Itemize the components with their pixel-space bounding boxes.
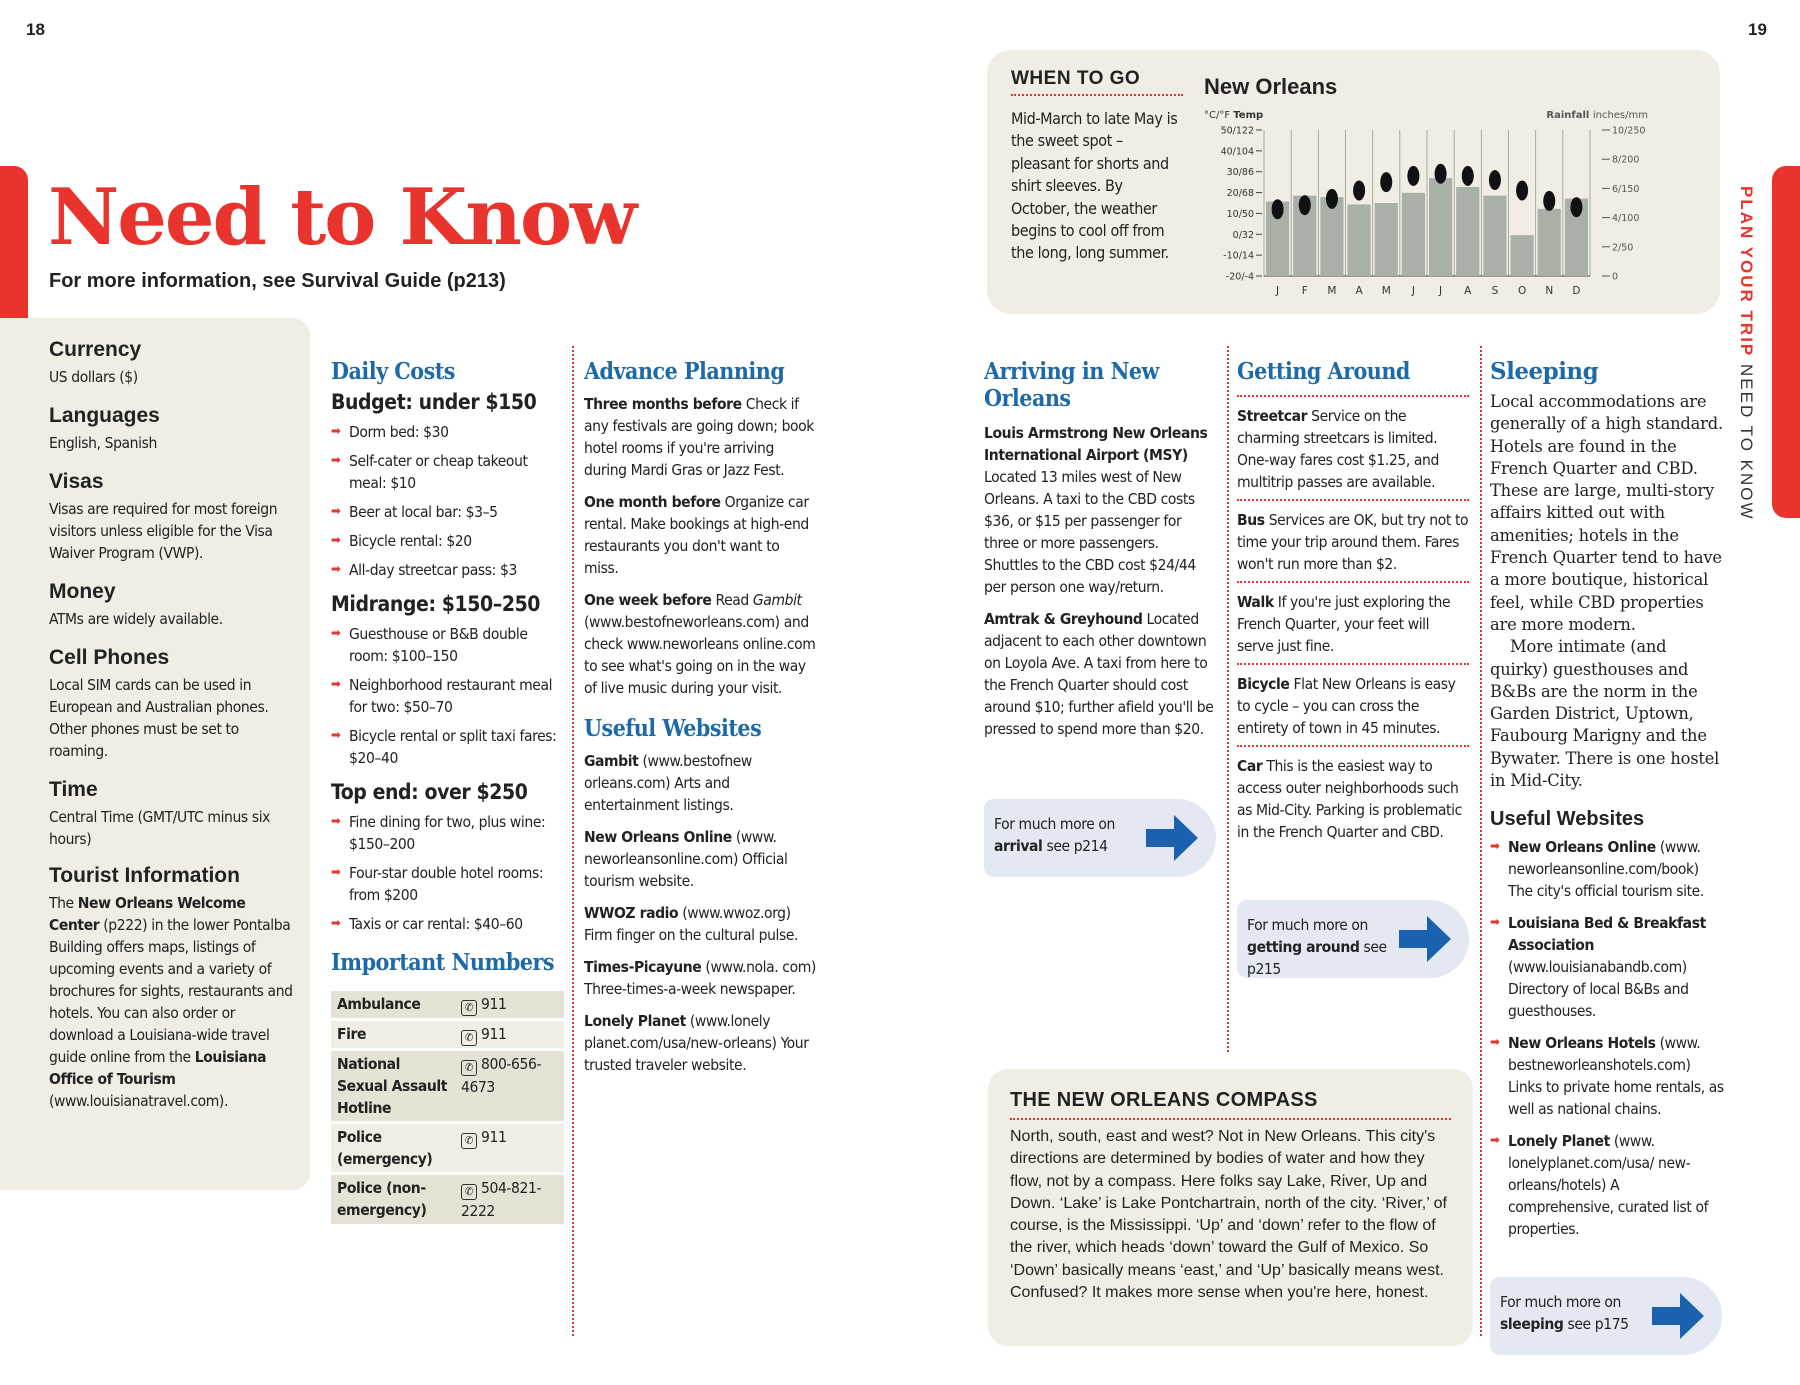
essential-heading: Money — [49, 580, 116, 603]
cost-item: ➡ Taxis or car rental: $40–60 — [331, 913, 561, 935]
essential-text: Central Time (GMT/UTC minus six hours) — [49, 808, 271, 848]
phone-icon: ✆ — [461, 1030, 477, 1046]
temperature-point — [1299, 195, 1311, 215]
rainfall-bar — [1456, 187, 1479, 276]
month-label: O — [1517, 285, 1527, 297]
arriving-heading: Arriving in New Orleans — [984, 358, 1159, 412]
number-row — [331, 991, 564, 1018]
rain-tick-label: 6/150 — [1612, 183, 1640, 195]
cost-item: ➡ Neighborhood restaurant meal for two: $50–70 — [331, 674, 561, 718]
temperature-point — [1516, 180, 1528, 200]
temp-tick-label: 50/122 — [1220, 125, 1254, 137]
number-label: Ambulance — [331, 991, 455, 1018]
transport-item: Car This is the easiest way to access outer neighborhoods such as Mid-City. Parking is problematic in the French Quarter and CBD. — [1237, 757, 1462, 841]
essential-item — [49, 338, 294, 388]
compass-heading: THE NEW ORLEANS COMPASS — [1010, 1089, 1451, 1120]
sleeping-website-item: ➡ New Orleans Hotels (www. bestneworleanshotels.com) Links to private home rentals, as well as national chains. — [1490, 1032, 1724, 1120]
column-divider — [572, 346, 574, 1336]
cost-item: ➡ Beer at local bar: $3–5 — [331, 501, 561, 523]
tourist-info-heading: Tourist Information — [49, 864, 240, 887]
when-to-go-box — [987, 50, 1720, 314]
sleeping-column — [1490, 358, 1724, 1247]
phone-number: 911 — [481, 995, 507, 1013]
essentials-panel — [0, 318, 310, 1190]
phone-icon: ✆ — [461, 1000, 477, 1016]
compass-box — [988, 1069, 1473, 1346]
essential-item — [49, 470, 294, 564]
vertical-section-label — [1732, 186, 1762, 521]
important-numbers-heading: Important Numbers — [331, 949, 555, 976]
cost-item: ➡ Fine dining for two, plus wine: $150–200 — [331, 811, 561, 855]
cost-item: ➡ Dorm bed: $30 — [331, 421, 561, 443]
page-subtitle: For more information, see Survival Guide (p213) — [49, 270, 506, 292]
number-label: Police (emergency) — [331, 1124, 455, 1172]
when-to-go-text: Mid-March to late May is the sweet spot – pleasant for shorts and shirt sleeves. By October, the weather begins to cool off from the long, long summer. — [1011, 109, 1178, 263]
temperature-point — [1272, 199, 1284, 219]
essential-text: Visas are required for most foreign visitors unless eligible for the Visa Waiver Program (VWP). — [49, 500, 278, 562]
month-label: D — [1572, 285, 1581, 297]
temp-tick-label: 20/68 — [1226, 188, 1254, 200]
website-item: Lonely Planet (www.lonely planet.com/usa/new-orleans) Your trusted traveler website. — [584, 1012, 809, 1074]
cost-item: ➡ Bicycle rental or split taxi fares: $20–40 — [331, 725, 561, 769]
tourist-info-text: The New Orleans Welcome Center (p222) in the lower Pontalba Building offers maps, listings of upcoming events and a variety of brochures for sights, restaurants and hotels. You can also order or download a Louisiana-wide travel guide online from the Louisiana Office of Tourism (www.louisianatravel.com). — [49, 894, 293, 1110]
phone-number: 800-656-4673 — [461, 1055, 542, 1096]
essential-heading: Visas — [49, 470, 104, 493]
essential-heading: Languages — [49, 404, 160, 427]
sleeping-more-link[interactable]: For much more on sleeping see p175 — [1490, 1277, 1722, 1355]
advance-planning-heading: Advance Planning — [584, 358, 785, 385]
page-number-left: 18 — [26, 20, 45, 39]
number-cell — [455, 1051, 564, 1121]
temperature-point — [1380, 172, 1392, 192]
getting-around-heading: Getting Around — [1237, 358, 1469, 397]
rain-tick-label: 0 — [1612, 271, 1619, 283]
rain-tick-label: 8/200 — [1612, 154, 1640, 166]
rainfall-bar — [1320, 197, 1343, 276]
number-label: Fire — [331, 1021, 455, 1048]
arrival-item: Louis Armstrong New Orleans International Airport (MSY) Located 13 miles west of New Orleans. A taxi to the CBD costs $36, or $15 per passenger for three or more passengers. Shuttles to the CBD cost $24/44 per person one way/return. — [984, 424, 1208, 596]
advance-planning-column — [584, 358, 816, 1076]
arrow-right-icon — [1399, 916, 1451, 962]
daily-costs-heading: Daily Costs — [331, 358, 455, 385]
website-item: Times-Picayune (www.nola. com) Three-times-a-week newspaper. — [584, 958, 816, 998]
essential-text: ATMs are widely available. — [49, 610, 223, 628]
month-label: J — [1276, 285, 1280, 297]
cost-item: ➡ Guesthouse or B&B double room: $100–150 — [331, 623, 561, 667]
arriving-column — [984, 358, 1214, 740]
month-label: A — [1355, 285, 1363, 297]
essential-item — [49, 646, 294, 762]
rainfall-bar — [1483, 196, 1506, 276]
rainfall-bar — [1429, 178, 1452, 276]
budget-heading: Budget: under $150 — [331, 390, 537, 414]
number-cell — [455, 1021, 564, 1048]
month-label: F — [1301, 285, 1308, 297]
getting-around-more-link[interactable]: For much more on getting around see p215 — [1237, 900, 1469, 978]
rain-tick-label: 4/100 — [1612, 213, 1640, 225]
number-row — [331, 1021, 564, 1048]
number-label: Police (non-emergency) — [331, 1175, 455, 1224]
essential-heading: Cell Phones — [49, 646, 170, 669]
phone-icon: ✆ — [461, 1060, 477, 1076]
temperature-point — [1489, 170, 1501, 190]
arrival-more-link[interactable]: For much more on arrival see p214 — [984, 799, 1216, 877]
essential-item — [49, 580, 294, 630]
number-row — [331, 1124, 564, 1172]
sleeping-website-item: ➡ New Orleans Online (www. neworleansonline.com/book) The city's official tourism site. — [1490, 836, 1724, 902]
month-label: S — [1491, 285, 1499, 297]
transport-item: Bicycle Flat New Orleans is easy to cycle – you can cross the entirety of town in 45 minutes. — [1237, 673, 1469, 747]
number-cell — [455, 1124, 564, 1172]
page-number-right: 19 — [1748, 20, 1767, 39]
essential-heading: Time — [49, 778, 98, 801]
page-title: Need to Know — [48, 172, 636, 263]
sleeping-paragraph-1: Local accommodations are generally of a high standard. Hotels are found in the French Quarter and CBD. These are large, multi-story affairs kitted out with amenities; hotels in the French Quarter tend to have a more boutique, historical feel, while CBD properties are more modern. — [1490, 392, 1723, 634]
essential-text: English, Spanish — [49, 434, 157, 452]
month-label: M — [1381, 285, 1391, 297]
when-to-go-heading: WHEN TO GO — [1011, 68, 1183, 96]
phone-number: 911 — [481, 1025, 507, 1043]
temperature-point — [1570, 197, 1582, 217]
website-item: Gambit (www.bestofnew orleans.com) Arts and entertainment listings. — [584, 752, 752, 814]
sleeping-websites-heading: Useful Websites — [1490, 808, 1645, 831]
temp-tick-label: 0/32 — [1232, 229, 1254, 241]
essential-item — [49, 404, 294, 454]
need-to-know-label: NEED TO KNOW — [1737, 364, 1756, 521]
sleeping-heading: Sleeping — [1490, 358, 1599, 385]
side-tab-right — [1772, 166, 1800, 518]
sleeping-website-item: ➡ Louisiana Bed & Breakfast Association (www.louisianabandb.com) Directory of local B&Bs and guesthouses. — [1490, 912, 1724, 1022]
midrange-heading: Midrange: $150–250 — [331, 592, 541, 616]
month-label: A — [1464, 285, 1472, 297]
rainfall-bar — [1538, 209, 1561, 276]
chart-left-axis-label: °C/°F Temp — [1204, 110, 1264, 121]
topend-heading: Top end: over $250 — [331, 780, 528, 804]
temp-tick-label: 30/86 — [1226, 167, 1254, 179]
number-label: National Sexual Assault Hotline — [331, 1051, 455, 1121]
planning-item: One week before Read Gambit (www.bestofneworleans.com) and check www.neworleans online.com to see what's going on in the way of live music during your visit. — [584, 591, 816, 697]
essential-text: Local SIM cards can be used in European and Australian phones. Other phones must be set to roaming. — [49, 676, 269, 760]
phone-icon: ✆ — [461, 1133, 477, 1149]
column-divider — [1227, 346, 1229, 1052]
number-cell — [455, 991, 564, 1018]
essential-text: US dollars ($) — [49, 368, 138, 386]
useful-websites-heading: Useful Websites — [584, 715, 762, 742]
rain-tick-label: 10/250 — [1612, 125, 1646, 137]
month-label: N — [1545, 285, 1554, 297]
cost-item: ➡ Four-star double hotel rooms: from $200 — [331, 862, 561, 906]
temperature-point — [1353, 180, 1365, 200]
column-divider — [1480, 346, 1482, 1336]
sleeping-paragraph-2: More intimate (and quirky) guesthouses and B&Bs are the norm in the Garden District, Uptown, Faubourg Marigny and the Bywater. There is one hostel in Mid-City. — [1490, 637, 1720, 791]
compass-text: North, south, east and west? Not in New Orleans. This city's directions are determined by bodies of water and how they flow, not by a compass. Here folks say Lake, River, Up and Down. ‘Lake’ is Lake Pontchartrain, north of the city. ‘River,’ of course, is the Mississippi. ‘Up’ and ‘down’ refer to the flow of the river, which heads ‘down’ toward the Gulf of Mexico. So ‘Down’ basically means ‘east,’ and ‘Up’ basically means west. Confused? It makes more sense when you're here, honest. — [1010, 1128, 1447, 1302]
month-label: J — [1439, 285, 1443, 297]
number-cell — [455, 1175, 564, 1224]
temperature-point — [1462, 166, 1474, 186]
arrow-right-icon — [1652, 1293, 1704, 1339]
cost-item: ➡ All-day streetcar pass: $3 — [331, 559, 561, 581]
getting-around-column — [1237, 358, 1469, 843]
important-numbers-table — [331, 988, 564, 1227]
planning-item: One month before Organize car rental. Make bookings at high-end restaurants you don't want to miss. — [584, 493, 809, 577]
temperature-point — [1543, 191, 1555, 211]
temperature-point — [1435, 164, 1447, 184]
essential-heading: Currency — [49, 338, 142, 361]
website-item: New Orleans Online (www. neworleansonline.com) Official tourism website. — [584, 828, 788, 890]
rainfall-bar — [1348, 204, 1371, 276]
number-row — [331, 1175, 564, 1224]
number-row — [331, 1051, 564, 1121]
climate-chart — [1202, 106, 1702, 306]
rainfall-bar — [1511, 235, 1534, 276]
chart-right-axis-label: Rainfall inches/mm — [1546, 110, 1648, 121]
temp-tick-label: -10/14 — [1223, 250, 1254, 262]
transport-item: Streetcar Service on the charming streetcars is limited. One-way fares cost $1.25, and multitrip passes are available. — [1237, 405, 1469, 501]
plan-your-trip-label: PLAN YOUR TRIP — [1737, 186, 1756, 358]
temp-tick-label: 10/50 — [1226, 208, 1254, 220]
rainfall-bar — [1375, 203, 1398, 276]
phone-number: 504-821-2222 — [461, 1179, 542, 1220]
cost-item: ➡ Self-cater or cheap takeout meal: $10 — [331, 450, 561, 494]
arrival-item: Amtrak & Greyhound Located adjacent to each other downtown on Loyola Ave. A taxi from here to the French Quarter should cost around $10; further afield you'll be pressed to spend more than $20. — [984, 610, 1214, 738]
rainfall-bar — [1402, 193, 1425, 276]
essential-item — [49, 778, 294, 850]
temp-tick-label: -20/-4 — [1225, 271, 1254, 283]
cost-item: ➡ Bicycle rental: $20 — [331, 530, 561, 552]
month-label: M — [1327, 285, 1337, 297]
temp-tick-label: 40/104 — [1220, 146, 1254, 158]
planning-item: Three months before Check if any festivals are going down; book hotel rooms if you're arriving during Mardi Gras or Jazz Fest. — [584, 395, 814, 479]
sleeping-website-item: ➡ Lonely Planet (www. lonelyplanet.com/usa/ new-orleans/hotels) A comprehensive, curated list of properties. — [1490, 1130, 1724, 1240]
website-item: WWOZ radio (www.wwoz.org) Firm finger on the cultural pulse. — [584, 904, 799, 944]
chart-title: New Orleans — [1204, 74, 1338, 99]
phone-number: 911 — [481, 1128, 507, 1146]
arrow-right-icon — [1146, 815, 1198, 861]
transport-item: Bus Services are OK, but try not to time your trip around them. Fares won't run more than $2. — [1237, 509, 1469, 583]
month-label: J — [1411, 285, 1415, 297]
daily-costs-column — [331, 358, 561, 1227]
transport-item: Walk If you're just exploring the French Quarter, your feet will serve just fine. — [1237, 591, 1469, 665]
phone-icon: ✆ — [461, 1184, 477, 1200]
temperature-point — [1407, 166, 1419, 186]
rain-tick-label: 2/50 — [1612, 242, 1634, 254]
temperature-point — [1326, 189, 1338, 209]
